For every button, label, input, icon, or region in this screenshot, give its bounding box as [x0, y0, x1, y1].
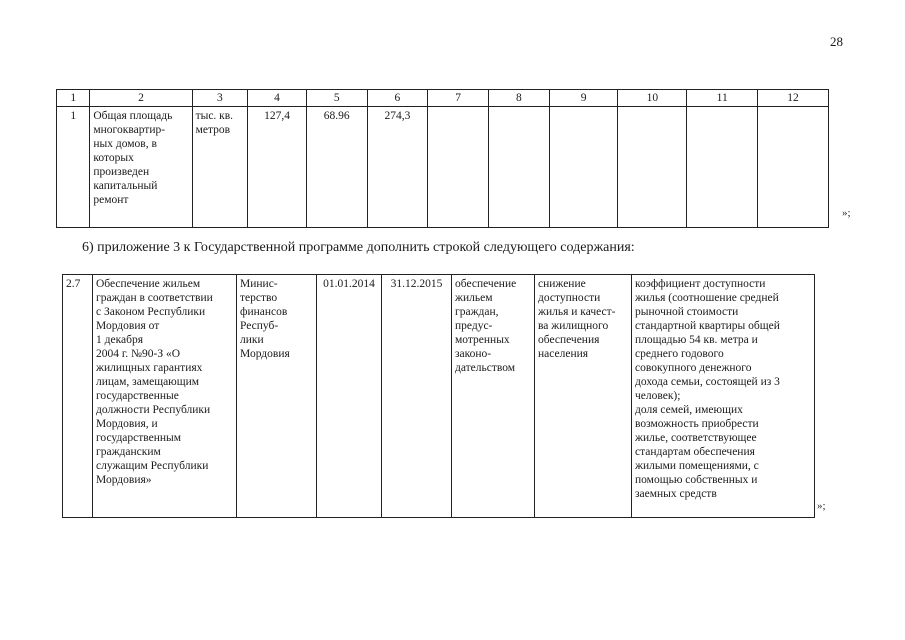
- header-cell: 12: [758, 90, 829, 107]
- start-date-cell: 01.01.2014: [317, 275, 382, 518]
- result-line: снижение: [538, 278, 586, 290]
- measure-line: Мордовия, и: [96, 418, 158, 430]
- executor-line: терство: [240, 292, 278, 304]
- result-line: жилья и качест-: [538, 306, 616, 318]
- header-cell: 3: [192, 90, 248, 107]
- executor-line: Мордовия: [240, 348, 290, 360]
- measure-line: 2004 г. №90-З «О: [96, 348, 181, 360]
- direction-line: законо-: [455, 348, 492, 360]
- indicator-name-line: Общая площадь: [93, 110, 173, 122]
- measure-line: Обеспечение жильем: [96, 278, 201, 290]
- header-cell: 11: [687, 90, 758, 107]
- unit-line: метров: [195, 124, 231, 136]
- direction-line: обеспечение: [455, 278, 517, 290]
- indicator-line: стандартам обеспечения: [635, 446, 755, 458]
- unit-line: тыс. кв.: [195, 110, 234, 122]
- measure-line: 1 декабря: [96, 334, 143, 346]
- value-cell: [618, 107, 687, 228]
- header-cell: 6: [367, 90, 428, 107]
- value-cell: [549, 107, 618, 228]
- result-cell: [535, 275, 632, 518]
- indicator-line: жилье, соответствующее: [635, 432, 757, 444]
- indicator-line: среднего годового: [635, 348, 724, 360]
- table-header-row: [57, 90, 829, 107]
- indicator-line: жилья (соотношение средней: [635, 292, 779, 304]
- table-row: [57, 107, 829, 228]
- header-cell: 9: [549, 90, 618, 107]
- measure-line: служащим Республики: [96, 460, 209, 472]
- value-cell: 274,3: [367, 107, 428, 228]
- unit-cell: [192, 107, 248, 228]
- result-line: ва жилищного: [538, 320, 609, 332]
- indicator-line: человек);: [635, 390, 681, 402]
- row-number-cell: 1: [57, 107, 90, 228]
- direction-line: жильем: [455, 292, 493, 304]
- indicator-name-line: многоквартир-: [93, 124, 166, 136]
- indicator-name-cell: [90, 107, 192, 228]
- header-cell: 10: [618, 90, 687, 107]
- indicator-line: коэффициент доступности: [635, 278, 766, 290]
- result-line: доступности: [538, 292, 601, 304]
- indicators-table: [56, 89, 829, 228]
- executor-line: Респуб-: [240, 320, 279, 332]
- indicator-line: площадью 54 кв. метра и: [635, 334, 758, 346]
- header-cell: 5: [306, 90, 367, 107]
- indicator-cell: [632, 275, 815, 518]
- indicator-line: заемных средств: [635, 488, 717, 500]
- header-cell: 2: [90, 90, 192, 107]
- indicator-line: помощью собственных и: [635, 474, 758, 486]
- header-cell: 8: [488, 90, 549, 107]
- measure-line: лицам, замещающим: [96, 376, 200, 388]
- measure-line: должности Республики: [96, 404, 211, 416]
- measure-line: с Законом Республики: [96, 306, 206, 318]
- value-cell: [488, 107, 549, 228]
- indicator-name-line: ремонт: [93, 194, 129, 206]
- executor-cell: [237, 275, 317, 518]
- amendment-text: 6) приложение 3 к Государственной программе дополнить строкой следующего содержания:: [82, 240, 635, 255]
- measure-line: Мордовия от: [96, 320, 160, 332]
- value-cell: [687, 107, 758, 228]
- page-number: 28: [830, 34, 843, 49]
- indicator-name-line: которых: [93, 152, 134, 164]
- closing-quote: »;: [817, 500, 826, 512]
- indicator-line: возможность приобрести: [635, 418, 759, 430]
- table-row: [63, 275, 815, 518]
- header-cell: 4: [248, 90, 307, 107]
- indicator-line: доля семей, имеющих: [635, 404, 743, 416]
- value-cell: 127,4: [248, 107, 307, 228]
- header-cell: 1: [57, 90, 90, 107]
- header-cell: 7: [428, 90, 489, 107]
- executor-line: финансов: [240, 306, 288, 318]
- measure-line: гражданским: [96, 446, 161, 458]
- value-cell: 68.96: [306, 107, 367, 228]
- measure-line: государственные: [96, 390, 179, 402]
- direction-line: предус-: [455, 320, 493, 332]
- executor-line: лики: [240, 334, 264, 346]
- direction-cell: [452, 275, 535, 518]
- end-date-cell: 31.12.2015: [382, 275, 452, 518]
- measure-cell: [93, 275, 237, 518]
- direction-line: дательством: [455, 362, 516, 374]
- measure-line: Мордовия»: [96, 474, 152, 486]
- indicator-line: стандартной квартиры общей: [635, 320, 780, 332]
- indicator-name-line: произведен: [93, 166, 150, 178]
- value-cell: [758, 107, 829, 228]
- result-line: обеспечения: [538, 334, 600, 346]
- direction-line: мотренных: [455, 334, 510, 346]
- indicator-name-line: капитальный: [93, 180, 158, 192]
- indicator-line: дохода семьи, состоящей из 3: [635, 376, 780, 388]
- row-number-cell: 2.7: [63, 275, 93, 518]
- indicator-line: жилыми помещениями, с: [635, 460, 759, 472]
- program-activities-table: [62, 274, 815, 518]
- indicator-line: рыночной стоимости: [635, 306, 739, 318]
- closing-quote: »;: [842, 207, 851, 219]
- executor-line: Минис-: [240, 278, 278, 290]
- measure-line: граждан в соответствии: [96, 292, 213, 304]
- indicator-line: совокупного денежного: [635, 362, 752, 374]
- measure-line: государственным: [96, 432, 182, 444]
- direction-line: граждан,: [455, 306, 499, 318]
- indicator-name-line: ных домов, в: [93, 138, 157, 150]
- result-line: населения: [538, 348, 589, 360]
- measure-line: жилищных гарантиях: [96, 362, 203, 374]
- value-cell: [428, 107, 489, 228]
